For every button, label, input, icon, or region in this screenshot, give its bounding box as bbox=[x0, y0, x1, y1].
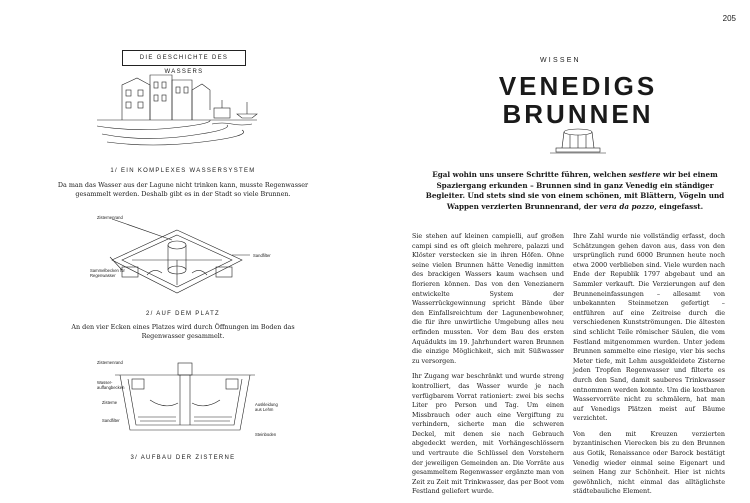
figure-2-text: An den vier Ecken eines Platzes wird durch Öffnungen im Boden das Regenwasser gesammelt. bbox=[71, 323, 295, 340]
square-collection-illustration bbox=[92, 215, 262, 305]
label-zisterne: Zisterne bbox=[102, 400, 118, 405]
lead-italic-1: sestiere bbox=[628, 170, 661, 179]
label-zisternenrand-1: Zisternenrand bbox=[97, 215, 123, 220]
column-2-paragraph-1: Ihre Zahl wurde nie vollständig erfasst, doch Schätzungen gehen davon aus, dass von den ursprünglich rund 6000 Brunnen heute noch etwa 2000 verblieben sind. Viele wurden nach Ende der Republik 1797 abgebaut und an Sammler verkauft. Die Verzierungen auf den Brunneneinfassungen – allesamt von unbekannten Steinmetzen gefertigt – entführen auf eine Zeitreise durch die verschiedenen Kunstströmungen. Die ältesten sind schlicht Teile römischer Säulen, die vom Festland mitgenommen wurden. Unter jedem Brunnen sammelte eine riesige, vier bis sechs Meter tiefe, mit Lehm ausgekleidete Zisterne jeden Tropfen Regenwasser und filterte es durch den Sand, damit sauberes Trinkwasser entnommen werden konnte. Um die kostbaren Wasservorräte nicht zu schmälern, hat man auf Venedigs Plätzen meist auf Bäume verzichtet. bbox=[573, 232, 725, 423]
lead-text-3: , eingefasst. bbox=[654, 201, 704, 211]
label-zisternenrand-2: Zisternenrand bbox=[97, 360, 123, 365]
figure-1-caption: 1/ EIN KOMPLEXES WASSERSYSTEM bbox=[110, 168, 256, 174]
article-column-1 bbox=[412, 232, 564, 503]
label-sandfilter-1: Sandfilter bbox=[253, 253, 271, 258]
article-headline bbox=[458, 72, 698, 128]
article-column-2 bbox=[573, 232, 725, 503]
label-auskleidung: Auskleidung aus Lehm bbox=[255, 402, 278, 412]
column-1-paragraph-2: Ihr Zugang war beschränkt und wurde streng kontrolliert, das Wasser wurde je nach verfügbarem Vorrat rationiert: zwei bis sechs Liter pro Person und Tag. Um einen Missbrauch oder auch eine Vergiftung zu verhindern, sicherte man die schweren Deckel, mit denen sie nach Gebrauch abgedeckt werden, mit Vorhängeschlössern und vertraute die Schlüssel den Vorstehern der jeweiligen Gemeinden an. Die Vorräte aus gesammeltem Regenwasser ergänzte man von Zeit zu Zeit mit Trinkwasser, das per Boot vom Festland geliefert wurde. bbox=[412, 372, 565, 496]
lead-italic-2: vera da pozzo bbox=[599, 201, 655, 211]
lead-text-2: wir bei einem Spaziergang erkunden – Brunnen sind in ganz Venedig ein ständiger Begleiter. Und stets sind sie von einem schönen, mit Blättern, Vögeln und Wappen verzierten Brunnenrand, der bbox=[425, 170, 725, 211]
water-system-illustration bbox=[92, 70, 262, 150]
headline-line-2: BRUNNEN bbox=[502, 99, 654, 129]
figure-3-caption: 3/ AUFBAU DER ZISTERNE bbox=[130, 455, 236, 461]
cistern-illustration bbox=[110, 355, 260, 445]
lead-text-1: Egal wohin uns unsere Schritte führen, welchen bbox=[432, 170, 629, 179]
well-head-illustration bbox=[548, 126, 608, 156]
label-wasserauffangbecken: Wasser-auffangbecken bbox=[97, 380, 125, 390]
column-2-paragraph-2: Von den mit Kreuzen verzierten byzantinischen Vierecken bis zu den Brunnen aus Gotik, Renaissance oder Barock bestätigt Venedig wieder einmal seine Eigenart und seinen Hang zur Schönheit. Hier ist nichts gewöhnlich, nicht einmal das alltäglichste städtebauliche Element. bbox=[573, 429, 725, 496]
label-sandfilter-2: Sandfilter bbox=[102, 418, 120, 423]
column-1-paragraph-1: Sie stehen auf kleinen campielli, auf großen campi sind es oft gleich mehrere, palazzi und Klöster verstecken sie in ihren Höfen. Ohne seine vielen Brunnen hätte Venedig inmitten des brackigen Wassers kaum wachsen und florieren können. Das von den Venezianern entwickelte System der Wasserrückgewinnung spricht Bände über den Einfallsreichtum der Lagunenbewohner, die für ihre unwirtliche Umgebung alles neu erfinden mussten. Vor dem Bau des ersten Aquädukts im 19. Jahrhundert waren Brunnen die einzige Möglichkeit, sich mit Süßwasser zu versorgen. bbox=[412, 232, 564, 365]
headline-line-1: VENEDIGS bbox=[498, 71, 658, 101]
label-steinboden: Steinboden bbox=[255, 432, 277, 437]
sidebar-title: DIE GESCHICHTE DES WASSERS bbox=[122, 50, 246, 66]
figure-1-text: Da man das Wasser aus der Lagune nicht trinken kann, musste Regenwasser gesammelt werden. Deshalb gibt es in der Stadt so viele Brunnen. bbox=[57, 181, 309, 198]
article-kicker: WISSEN bbox=[540, 57, 581, 64]
label-sammelbecken: Sammelbecken für Regenwasser bbox=[90, 268, 125, 278]
article-lead bbox=[420, 170, 730, 212]
page-number: 205 bbox=[722, 14, 736, 23]
figure-2-caption: 2/ AUF DEM PLATZ bbox=[145, 311, 221, 317]
